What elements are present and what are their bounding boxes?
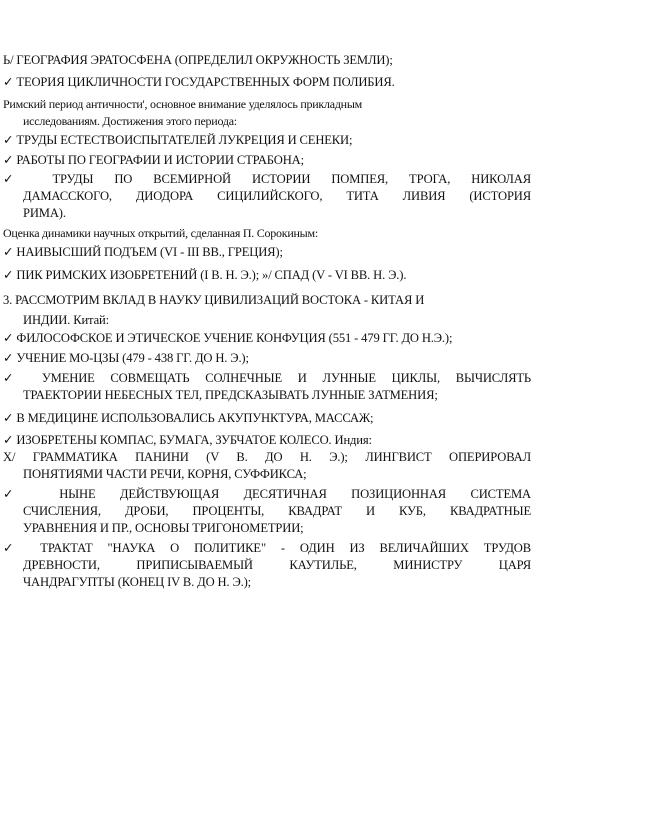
text-line: ✓ УЧЕНИЕ МО-ЦЗЫ (479 - 438 ГГ. ДО Н. Э.);: [3, 351, 249, 365]
text-line: ✓ НЫНЕ ДЕЙСТВУЮЩАЯ ДЕСЯТИЧНАЯ ПОЗИЦИОННАЯ СИСТЕМА: [3, 487, 531, 501]
text-line: ✓ НАИВЫСШИЙ ПОДЪЕМ (VI - III ВВ., ГРЕЦИЯ);: [3, 245, 283, 259]
text-line: РИМА).: [23, 206, 66, 220]
text-line: УРАВНЕНИЯ И ПР., ОСНОВЫ ТРИГОНОМЕТРИИ;: [23, 521, 304, 535]
text-line: Ь/ ГЕОГРАФИЯ ЭРАТОСФЕНА (ОПРЕДЕЛИЛ ОКРУЖНОСТЬ ЗЕМЛИ);: [3, 53, 393, 67]
text-line: исследованиям. Достижения этого периода:: [23, 114, 237, 128]
text-line: ✓ УМЕНИЕ СОВМЕЩАТЬ СОЛНЕЧНЫЕ И ЛУННЫЕ ЦИКЛЫ, ВЫЧИСЛЯТЬ: [3, 371, 531, 385]
text-line: ✓ ИЗОБРЕТЕНЫ КОМПАС, БУМАГА, ЗУБЧАТОЕ КОЛЕСО. Индия:: [3, 433, 372, 447]
text-line: ✓ ТРУДЫ ПО ВСЕМИРНОЙ ИСТОРИИ ПОМПЕЯ, ТРОГА, НИКОЛАЯ: [3, 172, 531, 186]
text-line: ✓ ПИК РИМСКИХ ИЗОБРЕТЕНИЙ (I В. Н. Э.); »/ СПАД (V - VI ВВ. Н. Э.).: [3, 268, 407, 282]
text-line: ИНДИИ. Китай:: [23, 313, 109, 327]
text-line: ✓ В МЕДИЦИНЕ ИСПОЛЬЗОВАЛИСЬ АКУПУНКТУРА, МАССАЖ;: [3, 411, 374, 425]
text-line: ДАМАССКОГО, ДИОДОРА СИЦИЛИЙСКОГО, ТИТА ЛИВИЯ (ИСТОРИЯ: [23, 189, 531, 203]
text-line: ✓ ТРУДЫ ЕСТЕСТВОИСПЫТАТЕЛЕЙ ЛУКРЕЦИЯ И СЕНЕКИ;: [3, 133, 353, 147]
text-line: ✓ ТРАКТАТ "НАУКА О ПОЛИТИКЕ" - ОДИН ИЗ ВЕЛИЧАЙШИХ ТРУДОВ: [3, 541, 531, 555]
text-line: ЧАНДРАГУПТЫ (КОНЕЦ IV В. ДО Н. Э.);: [23, 575, 252, 589]
text-line: СЧИСЛЕНИЯ, ДРОБИ, ПРОЦЕНТЫ, КВАДРАТ И КУБ, КВАДРАТНЫЕ: [23, 504, 531, 518]
text-line: ТРАЕКТОРИИ НЕБЕСНЫХ ТЕЛ, ПРЕДСКАЗЫВАТЬ ЛУННЫЕ ЗАТМЕНИЯ;: [23, 388, 438, 402]
text-line: ПОНЯТИЯМИ ЧАСТИ РЕЧИ, КОРНЯ, СУФФИКСА;: [23, 467, 307, 481]
text-line: ✓ ФИЛОСОФСКОЕ И ЭТИЧЕСКОЕ УЧЕНИЕ КОНФУЦИЯ (551 - 479 ГГ. ДО Н.Э.);: [3, 331, 453, 345]
text-line: Х/ ГРАММАТИКА ПАНИНИ (V В. ДО Н. Э.); ЛИНГВИСТ ОПЕРИРОВАЛ: [3, 450, 531, 464]
text-line: 3. РАССМОТРИМ ВКЛАД В НАУКУ ЦИВИЛИЗАЦИЙ ВОСТОКА - КИТАЯ И: [3, 293, 425, 307]
text-line: Римский период античности', основное внимание уделялось прикладным: [3, 97, 363, 111]
text-line: ✓ РАБОТЫ ПО ГЕОГРАФИИ И ИСТОРИИ СТРАБОНА;: [3, 153, 304, 167]
text-line: ✓ ТЕОРИЯ ЦИКЛИЧНОСТИ ГОСУДАРСТВЕННЫХ ФОРМ ПОЛИБИЯ.: [3, 75, 395, 89]
text-line: Оценка динамики научных открытий, сделанная П. Сорокиным:: [3, 226, 318, 240]
text-line: ДРЕВНОСТИ, ПРИПИСЫВАЕМЫЙ КАУТИЛЬЕ, МИНИСТРУ ЦАРЯ: [23, 558, 531, 572]
